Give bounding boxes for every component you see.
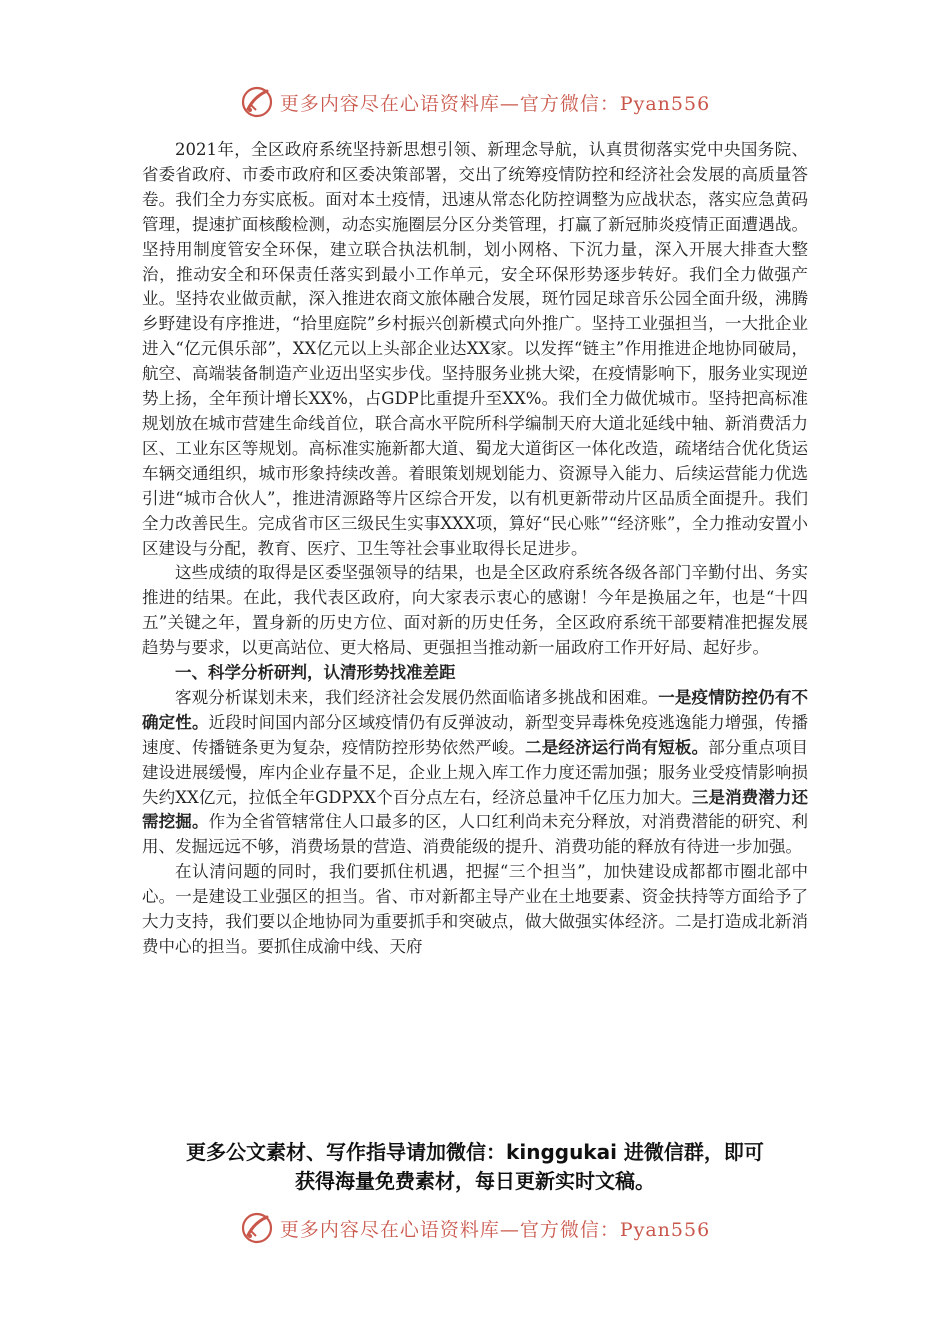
bold-text-segment: 一是疫情防控仍有不确定性。 — [142, 687, 809, 732]
bold-text-segment: 三是消费潜力还需挖掘。 — [142, 787, 809, 832]
pen-circle-logo-icon — [240, 1211, 274, 1245]
watermark-text: 更多内容尽在心语资料库—官方微信：Pyan556 — [279, 92, 711, 115]
text-segment: 2021年，全区政府系统坚持新思想引领、新理念导航，认真贯彻落实党中央国务院、省委省政府、市委市政府和区委决策部署，交出了统筹疫情防控和经济社会发展的高质量答卷。我们全力夯实底板。面对本土疫情，迅速从常态化防控调整为应战状态，落实应急黄码管理，提速扩面核酸检测，动态实施圈层分区分类管理，打赢了新冠肺炎疫情正面遭遇战。坚持用制度管安全环保，建立联合执法机制，划小网格、下沉力量，深入开展大排查大整治，推动安全和环保责任落实到最小工作单元，安全环保形势逐步转好。我们全力做强产业。坚持农业做贡献，深入推进农商文旅体融合发展，斑竹园足球音乐公园全面升级，沸腾乡野建设有序推进，“拾里庭院”乡村振兴创新模式向外推广。坚持工业强担当，一大批企业进入“亿元俱乐部”，XX亿元以上头部企业达XX家。以发挥“链主”作用推进企地协同破局，航空、高端装备制造产业迈出坚实步伐。坚持服务业挑大梁，在疫情影响下，服务业实现逆势上扬，全年预计增长XX%，占GDP比重提升至XX%。我们全力做优城市。坚持把高标准规划放在城市营建生命线首位，联合高水平院所科学编制天府大道北延线中轴、新消费活力区、工业东区等规划。高标准实施新都大道、蜀龙大道街区一体化改造，疏堵结合优化货运车辆交通组织，城市形象持续改善。着眼策划规划能力、资源导入能力、后续运营能力优选引进“城市合伙人”，推进清源路等片区综合开发，以有机更新带动片区品质全面提升。我们全力改善民生。完成省市区三级民生实事XXX项，算好“民心账”“经济账”，全力推动安置小区建设与分配，教育、医疗、卫生等社会事业取得长足进步。 — [142, 140, 808, 558]
text-segment: 近段时间国内部分区域疫情仍有反弹波动，新型变异毒株免疫逃逸能力增强，传播速度、传播链条更为复杂，疫情防控形势依然严峻。 — [142, 712, 809, 757]
promo-line-1: 更多公文素材、写作指导请加微信：kinggukai 进微信群，即可 — [186, 1140, 764, 1164]
promo-notice — [0, 1138, 950, 1196]
text-segment: 部分重点项目建设进展缓慢，库内企业存量不足，企业上规入库工作力度还需加强；服务业受疫情影响损失约XX亿元，拉低全年GDPXX个百分点左右，经济总量冲千亿压力加大。 — [142, 737, 809, 807]
footer-watermark — [0, 1210, 950, 1246]
body-paragraph — [142, 686, 808, 860]
watermark-text: 更多内容尽在心语资料库—官方微信：Pyan556 — [279, 1218, 711, 1241]
header-watermark — [0, 84, 950, 120]
bold-text-segment: 一、科学分析研判，认清形势找准差距 — [175, 663, 456, 683]
text-segment: 作为全省管辖常住人口最多的区，人口红利尚未充分释放，对消费潜能的研究、利用、发掘远远不够，消费场景的营造、消费能级的提升、消费功能的释放有待进一步加强。 — [142, 812, 809, 857]
section-heading — [142, 661, 808, 686]
body-paragraph — [142, 561, 808, 661]
document-body — [142, 138, 808, 960]
bold-text-segment: 二是经济运行尚有短板。 — [525, 737, 709, 757]
text-segment: 客观分析谋划未来，我们经济社会发展仍然面临诸多挑战和困难。 — [175, 687, 659, 707]
body-paragraph — [142, 138, 808, 561]
pen-circle-logo-icon — [240, 85, 274, 119]
body-paragraph — [142, 860, 808, 960]
promo-line-2: 获得海量免费素材，每日更新实时文稿。 — [295, 1169, 655, 1193]
text-segment: 这些成绩的取得是区委坚强领导的结果，也是全区政府系统各级各部门辛勤付出、务实推进的结果。在此，我代表区政府，向大家表示衷心的感谢！今年是换届之年，也是“十四五”关键之年，置身新的历史方位、面对新的历史任务，全区政府系统干部要精准把握发展趋势与要求，以更高站位、更大格局、更强担当推动新一届政府工作开好局、起好步。 — [142, 563, 808, 658]
text-segment: 在认清问题的同时，我们要抓住机遇，把握“三个担当”，加快建设成都都市圈北部中心。一是建设工业强区的担当。省、市对新都主导产业在土地要素、资金扶持等方面给予了大力支持，我们要以企地协同为重要抓手和突破点，做大做强实体经济。二是打造成北新消费中心的担当。要抓住成渝中线、天府 — [142, 862, 808, 956]
